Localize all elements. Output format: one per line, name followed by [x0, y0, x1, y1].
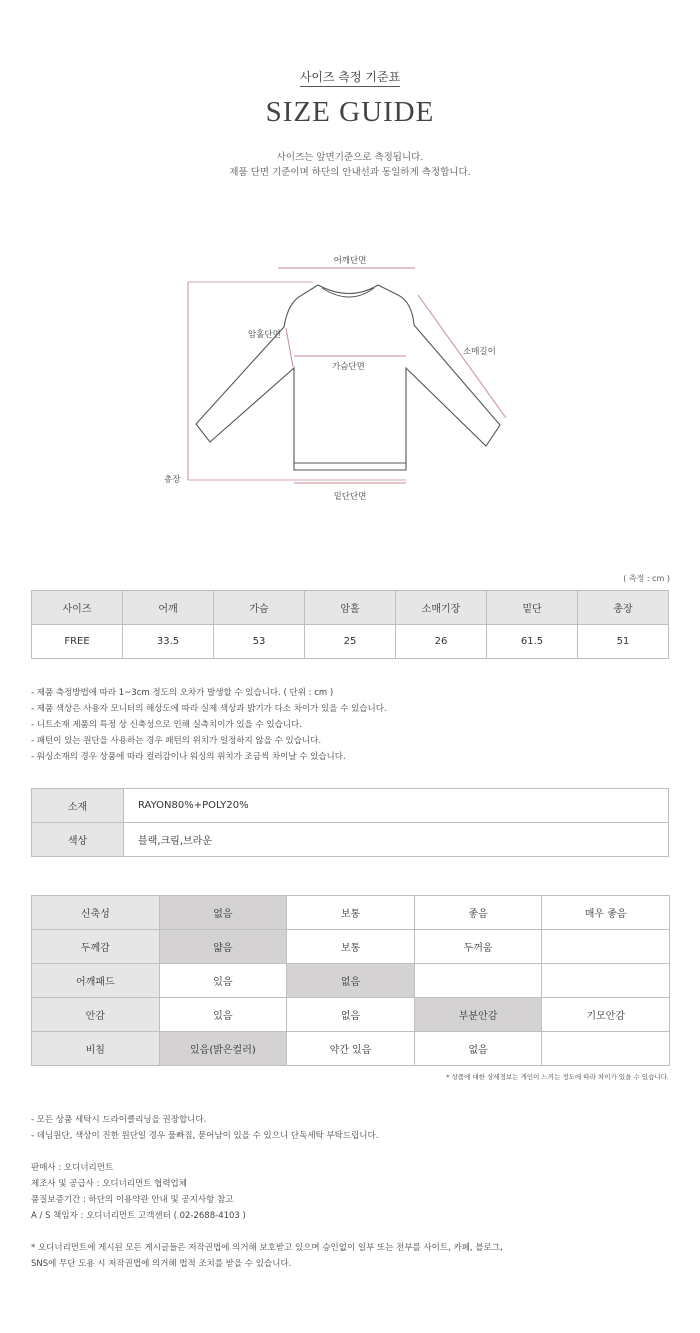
property-row-stretch — [32, 896, 670, 930]
size-table — [31, 590, 669, 659]
properties-note: * 상품에 대한 상세정보는 개인이 느끼는 정도에 따라 차이가 있을 수 있습니다. — [446, 1073, 669, 1081]
property-option: 두꺼움 — [414, 930, 542, 964]
chest-label: 가슴단면 — [332, 362, 365, 372]
property-label: 비침 — [32, 1032, 160, 1066]
seller-line: 제조사 및 공급사 : 오디너리먼트 협력업체 — [31, 1179, 187, 1189]
property-row-transparency — [32, 1032, 670, 1066]
seller-line: 판매사 : 오디너리먼트 — [31, 1163, 114, 1173]
measurement-diagram — [150, 250, 550, 510]
size-header-cell: 소매기장 — [396, 591, 487, 625]
care-line: - 데님원단, 색상이 진한 원단일 경우 물빠짐, 묻어남이 있을 수 있으니 단독세탁 부탁드립니다. — [31, 1131, 379, 1141]
property-option — [542, 930, 670, 964]
note-line: - 니트소재 제품의 특정 상 신축성으로 인해 실측치이가 있을 수 있습니다. — [31, 720, 302, 730]
property-option: 약간 있음 — [287, 1032, 415, 1066]
size-value-cell: 53 — [214, 625, 305, 659]
korean-title-text: 사이즈 측정 기준표 — [300, 70, 400, 87]
property-option-selected: 있음(밝은컬러) — [159, 1032, 287, 1066]
intro-line-1: 사이즈는 앞면기준으로 측정됩니다. — [276, 152, 424, 163]
material-value: RAYON80%+POLY20% — [124, 789, 669, 823]
property-option-selected: 없음 — [287, 964, 415, 998]
size-table-row — [32, 625, 669, 659]
copyright-line: SNS에 무단 도용 시 저작권법에 의거해 법적 조치를 받을 수 있습니다. — [31, 1259, 292, 1269]
color-label: 색상 — [32, 823, 124, 857]
armhole-guide-line — [286, 328, 293, 367]
property-option — [542, 1032, 670, 1066]
size-guide-title: SIZE GUIDE — [265, 96, 435, 128]
size-value-cell: 51 — [578, 625, 669, 659]
property-option — [414, 964, 542, 998]
neckline — [322, 288, 374, 297]
intro-line-2: 제품 단면 기준이며 하단의 안내선과 동일하게 측정합니다. — [229, 167, 471, 178]
length-label: 총장 — [164, 475, 181, 485]
size-header-cell: 가슴 — [214, 591, 305, 625]
properties-table — [31, 895, 670, 1066]
property-option: 없음 — [287, 998, 415, 1032]
property-label: 안감 — [32, 998, 160, 1032]
note-line: - 제품 측정방법에 따라 1~3cm 정도의 오차가 발생할 수 있습니다. ( 단위 : cm ) — [31, 688, 334, 698]
armhole-label: 암홀단면 — [248, 330, 281, 340]
size-value-cell: 33.5 — [123, 625, 214, 659]
property-option: 있음 — [159, 998, 287, 1032]
sleeve-label: 소매길이 — [463, 347, 496, 357]
size-header-cell: 암홀 — [305, 591, 396, 625]
property-option: 매우 좋음 — [542, 896, 670, 930]
seller-line: A / S 책임자 : 오디너리먼트 고객센터 ( 02-2688-4103 ) — [31, 1211, 246, 1221]
property-option: 있음 — [159, 964, 287, 998]
seller-info — [31, 1160, 246, 1224]
property-option-selected: 부분안감 — [414, 998, 542, 1032]
measurement-unit: ( 측정 : cm ) — [623, 574, 670, 583]
property-row-lining — [32, 998, 670, 1032]
property-option-selected: 얇음 — [159, 930, 287, 964]
hem-label: 밑단단면 — [333, 492, 367, 502]
sweater-outline — [196, 285, 500, 470]
property-option: 없음 — [414, 1032, 542, 1066]
size-header-cell: 총장 — [578, 591, 669, 625]
measurement-notes — [31, 685, 387, 765]
size-header-cell: 사이즈 — [32, 591, 123, 625]
property-option: 보통 — [287, 930, 415, 964]
property-label: 신축성 — [32, 896, 160, 930]
copyright-line: * 오디너리먼트에 게시된 모든 게시글들은 저작권법에 의거해 보호받고 있으며 승인없이 일부 또는 전부를 사이트, 카페, 블로그, — [31, 1243, 503, 1253]
size-header-cell: 어깨 — [123, 591, 214, 625]
property-option — [542, 964, 670, 998]
care-instructions — [31, 1112, 378, 1144]
property-option: 기모안감 — [542, 998, 670, 1032]
note-line: - 워싱소재의 경우 상품에 따라 컬러감이나 워싱의 위치가 조금씩 차이날 수 있습니다. — [31, 752, 346, 762]
size-value-cell: 25 — [305, 625, 396, 659]
property-row-thickness — [32, 930, 670, 964]
size-header-cell: 밑단 — [487, 591, 578, 625]
property-option: 좋음 — [414, 896, 542, 930]
korean-title — [0, 68, 700, 85]
note-line: - 제품 색상은 사용자 모니터의 해상도에 따라 실제 색상과 밝기가 다소 차이가 있을 수 있습니다. — [31, 704, 387, 714]
material-table — [31, 788, 669, 857]
size-table-header-row — [32, 591, 669, 625]
sweater-illustration — [150, 250, 550, 510]
property-row-shoulder-pad — [32, 964, 670, 998]
property-option: 보통 — [287, 896, 415, 930]
size-value-cell: 61.5 — [487, 625, 578, 659]
property-label: 어깨패드 — [32, 964, 160, 998]
material-row — [32, 789, 669, 823]
seller-line: 품질보증기간 : 하단의 이용약관 안내 및 공지사항 참고 — [31, 1195, 234, 1205]
care-line: - 모든 상품 세탁시 드라이클리닝을 권장합니다. — [31, 1115, 207, 1125]
shoulder-label: 어깨단면 — [333, 256, 367, 266]
color-value: 블랙,크림,브라운 — [124, 823, 669, 857]
color-row — [32, 823, 669, 857]
property-label: 두께감 — [32, 930, 160, 964]
note-line: - 패턴이 있는 원단을 사용하는 경우 패턴의 위치가 일정하지 않을 수 있습니다. — [31, 736, 322, 746]
size-value-cell: FREE — [32, 625, 123, 659]
property-option-selected: 없음 — [159, 896, 287, 930]
size-value-cell: 26 — [396, 625, 487, 659]
copyright-notice — [31, 1240, 503, 1272]
material-label: 소재 — [32, 789, 124, 823]
